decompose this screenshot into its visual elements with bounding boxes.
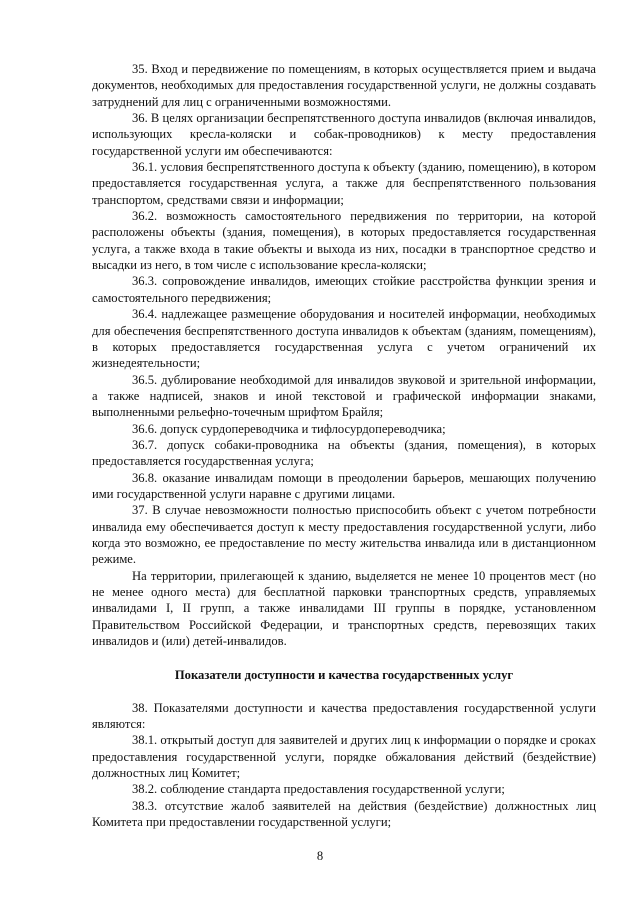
paragraph-36-7: 36.7. допуск собаки-проводника на объекты (здания, помещения), в которых предоставляется государственная услуга; — [92, 437, 596, 469]
paragraph-36-3: 36.3. сопровождение инвалидов, имеющих стойкие расстройства функции зрения и самостоятельного передвижения; — [92, 274, 596, 305]
paragraph-parking: На территории, прилегающей к зданию, выделяется не менее 10 процентов мест (но не менее одного места) для бесплатной парковки транспортных средств, управляемых инвалидами I, II групп, а также инвалидами III группы в порядке, установленном Правительством Российской Федерации, и транспортных средств, перевозящих таких инвалидов и (или) детей-инвалидов. — [92, 568, 596, 649]
paragraph-36-8: 36.8. оказание инвалидам помощи в преодолении барьеров, мешающих получению ими государственной услуги наравне с другими лицами. — [92, 470, 596, 501]
section-heading: Показатели доступности и качества государственных услуг — [174, 668, 514, 683]
paragraph-36: 36. В целях организации беспрепятственного доступа инвалидов (включая инвалидов, использующих кресла-коляски и собак-проводников) к месту предоставления государственной услуги им обеспечиваются: — [92, 111, 596, 158]
document-body — [92, 61, 596, 830]
paragraph-36-4: 36.4. надлежащее размещение оборудования и носителей информации, необходимых для обеспечения беспрепятственного доступа инвалидов к объектам (зданиям, помещениям), в которых предоставляется государственная услуга с учетом ограничений их жизнедеятельности; — [92, 307, 596, 371]
paragraph-36-5: 36.5. дублирование необходимой для инвалидов звуковой и зрительной информации, а также надписей, знаков и иной текстовой и графической информации знаками, выполненными рельефно-точечным шрифтом Брайля; — [92, 372, 596, 420]
paragraph-38-2: 38.2. соблюдение стандарта предоставления государственной услуги; — [132, 782, 505, 797]
paragraph-38: 38. Показателями доступности и качества предоставления государственной услуги являются: — [92, 700, 596, 732]
paragraph-37: 37. В случае невозможности полностью приспособить объект с учетом потребности инвалида ему обеспечивается доступ к месту предоставления государственной услуги, либо когда это возможно, ее предоставление по месту жительства инвалида или в дистанционном режиме. — [92, 503, 596, 567]
paragraph-38-1: 38.1. открытый доступ для заявителей и других лиц к информации о порядке и сроках предоставления государственной услуги, порядке обжалования действий (бездействие) должностных лиц Комитет; — [92, 733, 596, 781]
paragraph-36-1: 36.1. условия беспрепятственного доступа к объекту (зданию, помещению), в котором предоставляется государственная услуга, а также для беспрепятственного пользования транспортом, средствами связи и информации; — [92, 160, 596, 207]
paragraph-35: 35. Вход и передвижение по помещениям, в которых осуществляется прием и выдача документов, необходимых для предоставления государственной услуги, не должны создавать затруднений для лиц с ограниченными возможностями. — [92, 62, 596, 109]
paragraph-36-6: 36.6. допуск сурдопереводчика и тифлосурдопереводчика; — [132, 421, 446, 436]
paragraph-36-2: 36.2. возможность самостоятельного передвижения по территории, на которой расположены объекты (здания, помещения), в которых предоставляется государственная услуга, а также входа в такие объекты и выхода из них, посадки в транспортное средство и высадки из него, в том числе с использование кресла-коляски; — [92, 209, 596, 273]
paragraph-38-3: 38.3. отсутствие жалоб заявителей на действия (бездействие) должностных лиц Комитета при предоставлении государственной услуги; — [92, 798, 596, 830]
page-number: 8 — [316, 849, 324, 863]
